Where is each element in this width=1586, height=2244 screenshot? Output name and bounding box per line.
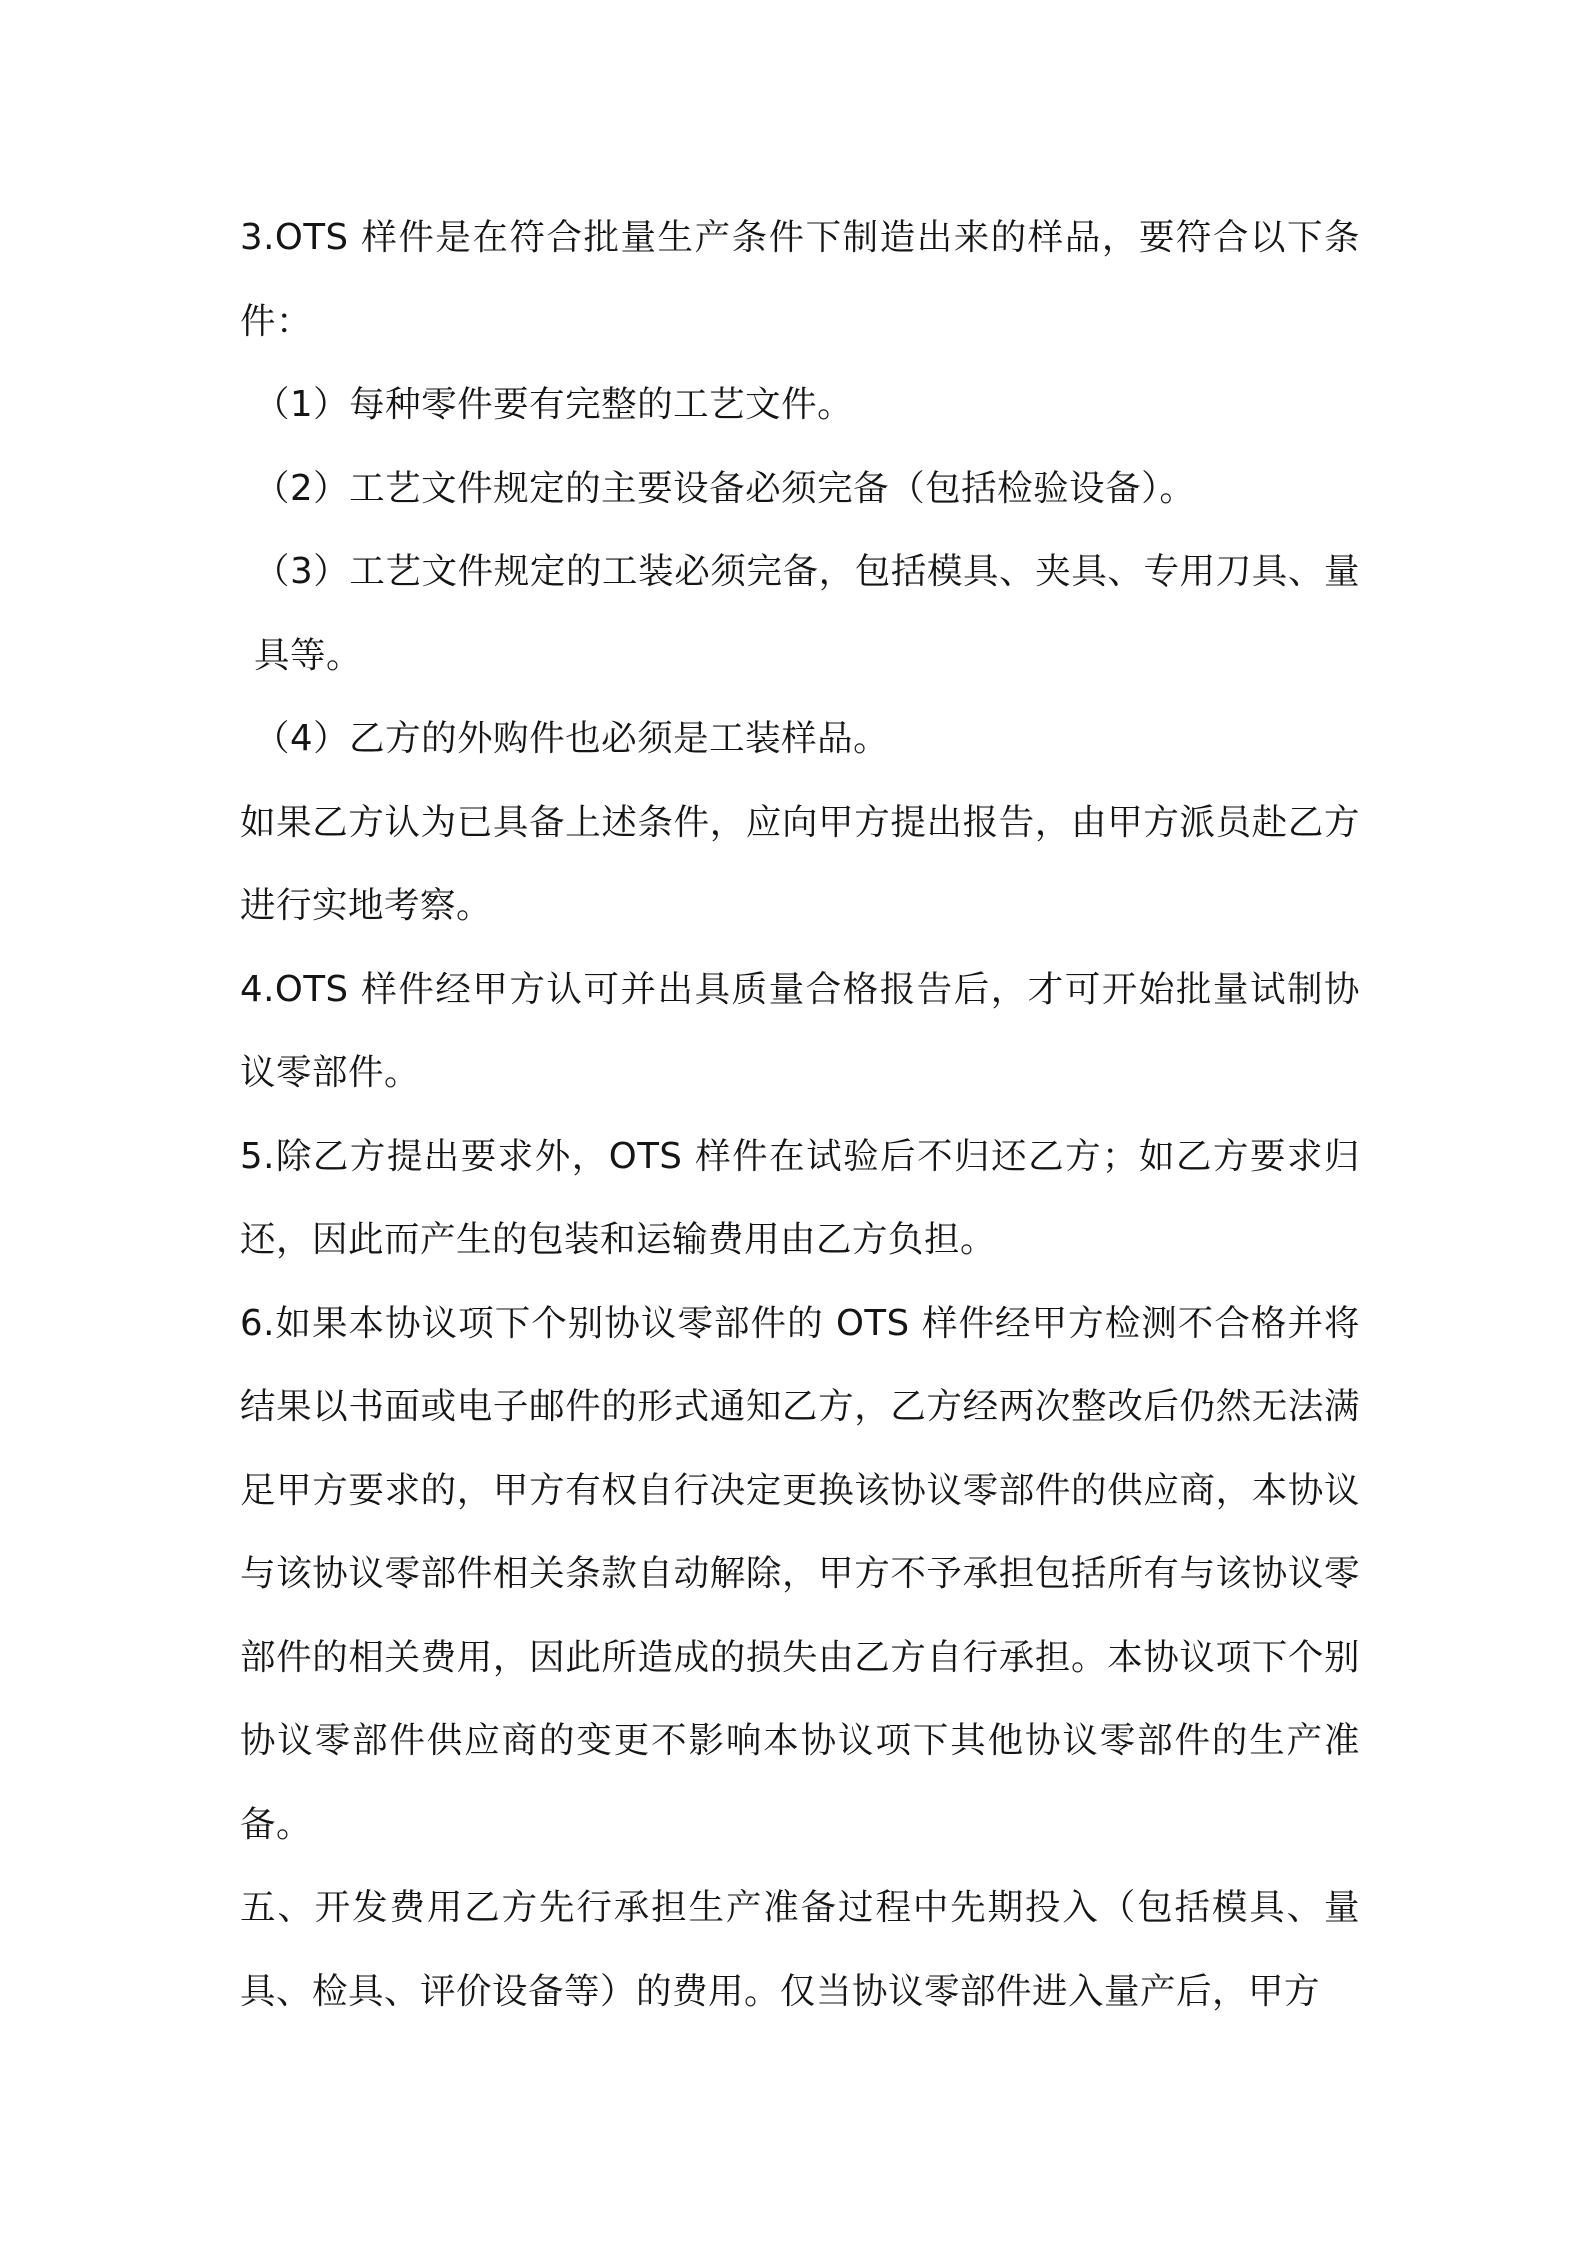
section-5-paragraph: 五、开发费用乙方先行承担生产准备过程中先期投入（包括模具、量具、检具、评价设备等）的费用。仅当协议零部件进入量产后，甲方 (240, 1887, 1360, 2012)
requirement-item-1: （1）每种零件要有完整的工艺文件。 (254, 384, 854, 425)
inspection-report-paragraph: 如果乙方认为已具备上述条件，应向甲方提出报告，由甲方派员赴乙方进行实地考察。 (240, 801, 1360, 926)
requirement-item-2: （2）工艺文件规定的主要设备必须完备（包括检验设备）。 (254, 467, 1196, 509)
clause-3-paragraph: 3.OTS 样件是在符合批量生产条件下制造出来的样品，要符合以下条件： (240, 217, 1360, 342)
document-body (240, 196, 1360, 2033)
clause-4-paragraph: 4.OTS 样件经甲方认可并出具质量合格报告后，才可开始批量试制协议零部件。 (240, 968, 1360, 1093)
requirement-item-4: （4）乙方的外购件也必须是工装样品。 (254, 718, 890, 759)
requirement-item-3: （3）工艺文件规定的工装必须完备，包括模具、夹具、专用刀具、量具等。 (254, 551, 1360, 676)
clause-5-paragraph: 5.除乙方提出要求外，OTS 样件在试验后不归还乙方；如乙方要求归还，因此而产生的包装和运输费用由乙方负担。 (240, 1135, 1360, 1260)
clause-6-paragraph: 6.如果本协议项下个别协议零部件的 OTS 样件经甲方检测不合格并将结果以书面或电子邮件的形式通知乙方，乙方经两次整改后仍然无法满足甲方要求的，甲方有权自行决定更换该协议零部件的供应商，本协议与该协议零部件相关条款自动解除，甲方不予承担包括所有与该协议零部件的相关费用，因此所造成的损失由乙方自行承担。本协议项下个别协议零部件供应商的变更不影响本协议项下其他协议零部件的生产准备。 (240, 1302, 1360, 1845)
